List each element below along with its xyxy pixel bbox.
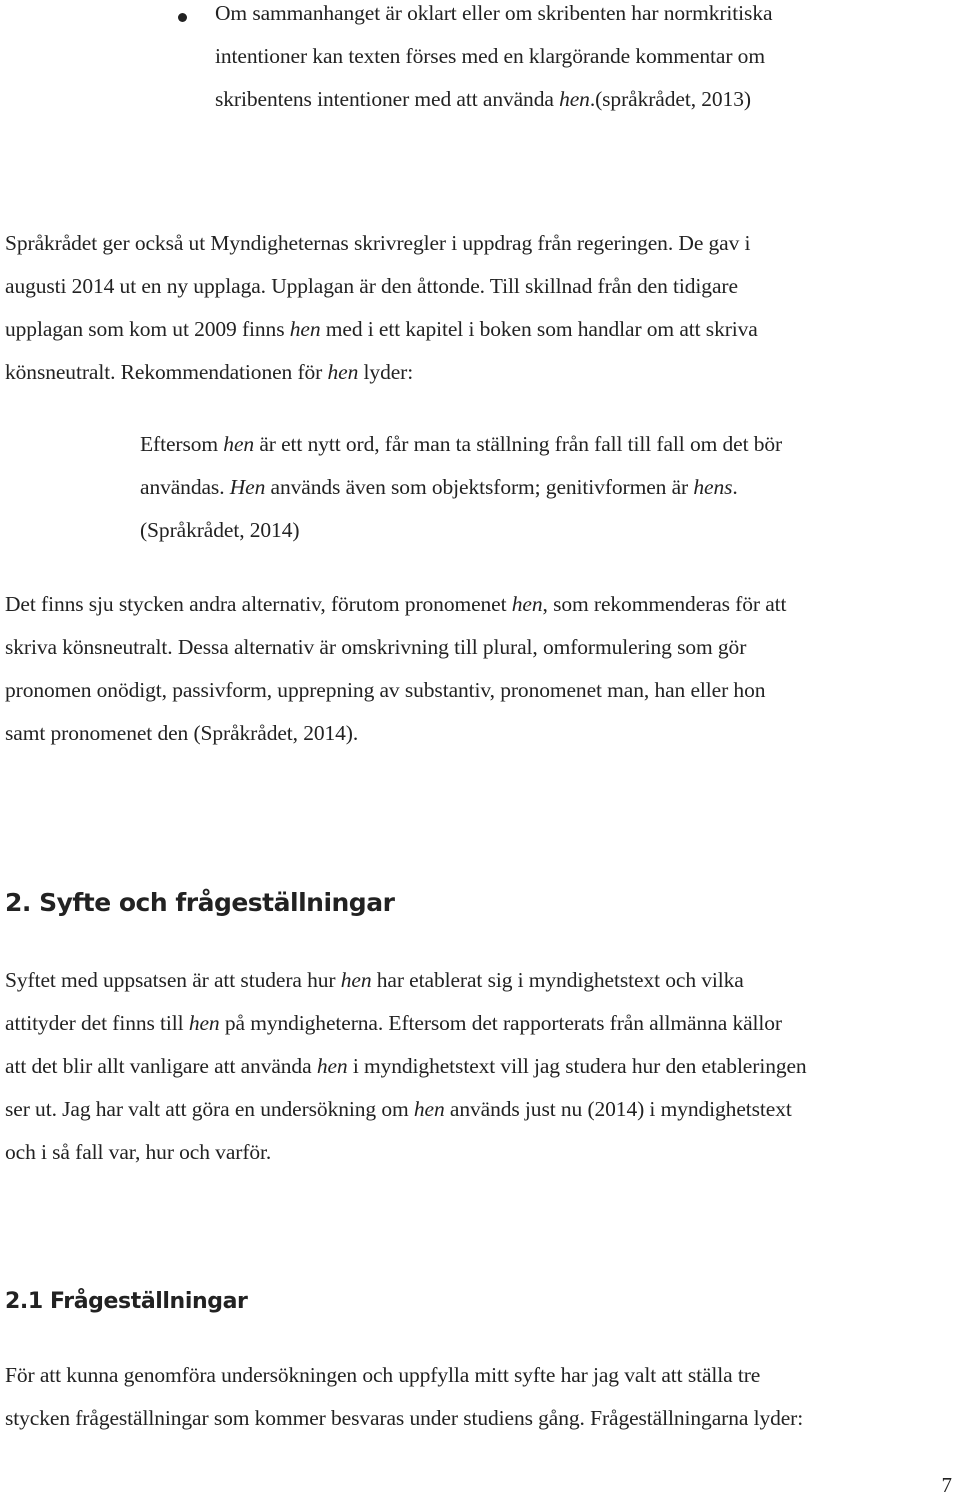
bullet-line: Om sammanhanget är oklart eller om skribenten har normkritiska xyxy=(215,1,773,25)
text-span: skribentens intentioner med att använda xyxy=(215,87,560,111)
italic-term: hen xyxy=(413,1097,445,1121)
text-span: Eftersom xyxy=(140,432,224,456)
text-span: ser ut. Jag har valt att göra en undersökning om xyxy=(5,1097,414,1121)
italic-term: hens xyxy=(693,475,733,499)
text-span: används även som objektsform; genitivformen är xyxy=(265,475,694,499)
italic-term: hen xyxy=(316,1054,348,1078)
text-span: . xyxy=(732,475,738,499)
text-line xyxy=(5,1097,792,1122)
text-line xyxy=(5,592,786,617)
italic-term: hen xyxy=(511,592,543,616)
italic-term: Hen xyxy=(229,475,266,499)
bullet-line xyxy=(215,87,751,112)
text-span: Syftet med uppsatsen är att studera hur xyxy=(5,968,341,992)
text-span: med i ett kapitel i boken som handlar om att skriva xyxy=(320,317,758,341)
text-line xyxy=(5,1011,782,1036)
text-span: Det finns sju stycken andra alternativ, förutom pronomenet xyxy=(5,592,512,616)
page-number: 7 xyxy=(941,1473,952,1497)
quote-line xyxy=(140,432,782,457)
text-line: stycken frågeställningar som kommer besvaras under studiens gång. Frågeställningarna lyder: xyxy=(5,1406,804,1430)
text-span: har etablerat sig i myndighetstext och vilka xyxy=(371,968,744,992)
bullet-dot-icon xyxy=(178,13,187,22)
text-span: könsneutralt. Rekommendationen för xyxy=(5,360,328,384)
section-heading-2-1: 2.1 Frågeställningar xyxy=(5,1289,248,1314)
italic-term: hen xyxy=(327,360,359,384)
text-line xyxy=(5,968,744,993)
italic-term: hen xyxy=(340,968,372,992)
text-line: skriva könsneutralt. Dessa alternativ är omskrivning till plural, omformulering som gör xyxy=(5,635,747,659)
text-span: i myndighetstext vill jag studera hur den etableringen xyxy=(347,1054,807,1078)
italic-term: hen xyxy=(289,317,321,341)
text-span: används just nu (2014) i myndighetstext xyxy=(444,1097,792,1121)
text-span: att det blir allt vanligare att använda xyxy=(5,1054,317,1078)
quote-line xyxy=(140,475,738,500)
text-span: på myndigheterna. Eftersom det rapporterats från allmänna källor xyxy=(219,1011,782,1035)
text-span: lyder: xyxy=(358,360,414,384)
bullet-line: intentioner kan texten förses med en klargörande kommentar om xyxy=(215,44,765,68)
text-line: samt pronomenet den (Språkrådet, 2014). xyxy=(5,721,359,745)
text-line: pronomen onödigt, passivform, upprepning av substantiv, pronomenet man, han eller hon xyxy=(5,678,766,702)
text-span: , som rekommenderas för att xyxy=(542,592,787,616)
text-line xyxy=(5,317,758,342)
text-line: och i så fall var, hur och varför. xyxy=(5,1140,272,1164)
text-span: är ett nytt ord, får man ta ställning från fall till fall om det bör xyxy=(254,432,783,456)
text-line: Språkrådet ger också ut Myndigheternas skrivregler i uppdrag från regeringen. De gav i xyxy=(5,231,751,255)
text-line xyxy=(5,360,413,385)
italic-term: hen xyxy=(559,87,590,111)
text-span: användas. xyxy=(140,475,230,499)
text-line: För att kunna genomföra undersökningen och uppfylla mitt syfte har jag valt att ställa tre xyxy=(5,1363,761,1387)
quote-citation: (Språkrådet, 2014) xyxy=(140,518,300,542)
text-span: upplagan som kom ut 2009 finns xyxy=(5,317,290,341)
italic-term: hen xyxy=(188,1011,220,1035)
text-span: .(språkrådet, 2013) xyxy=(589,87,751,111)
text-line: augusti 2014 ut en ny upplaga. Upplagan är den åttonde. Till skillnad från den tidigare xyxy=(5,274,738,298)
section-heading-2: 2. Syfte och frågeställningar xyxy=(5,888,395,917)
text-line xyxy=(5,1054,807,1079)
text-span: attityder det finns till xyxy=(5,1011,189,1035)
italic-term: hen xyxy=(223,432,255,456)
